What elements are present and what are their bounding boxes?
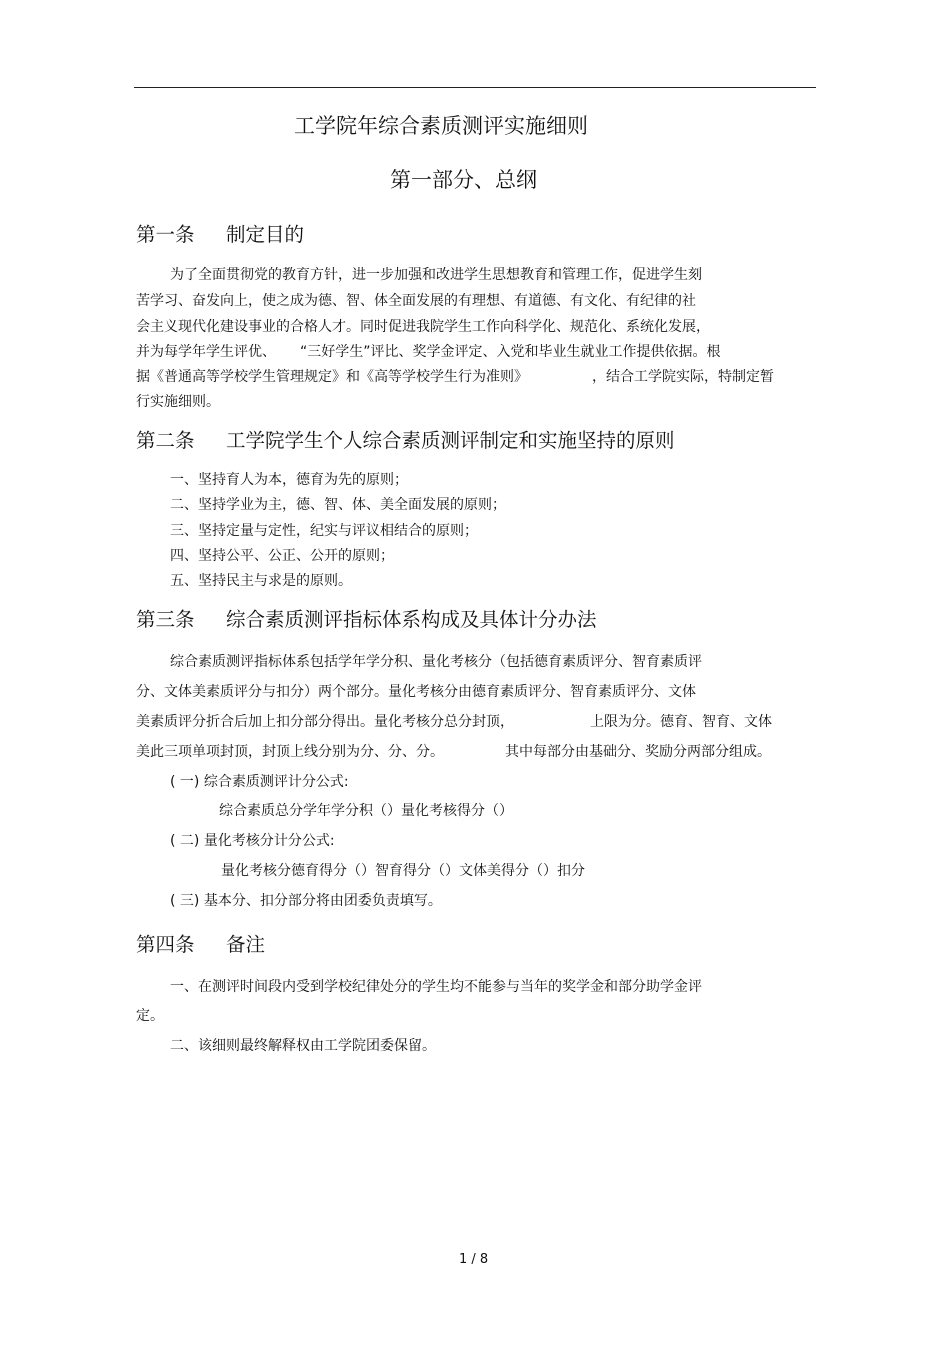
article1-number: 第一条	[136, 223, 195, 246]
sub2-formula: 量化考核分德育得分（）智育得分（）文体美得分（）扣分	[221, 863, 585, 879]
sub3-label: ( 三) 基本分、扣分部分将由团委负责填写。	[170, 893, 442, 909]
article1-line: 会主义现代化建设事业的合格人才。同时促进我院学生工作向科学化、规范化、系统化发展，	[136, 319, 710, 335]
article1-line: 为了全面贯彻党的教育方针，进一步加强和改进学生思想教育和管理工作，促进学生刻	[170, 267, 702, 283]
part-title: 第一部分、总纲	[390, 168, 537, 192]
page-number: 1 / 8	[459, 1252, 489, 1267]
header-rule	[134, 87, 816, 88]
article4-line: 定。	[136, 1008, 164, 1024]
principle-item: 五、坚持民主与求是的原则。	[170, 573, 352, 589]
principle-item: 四、坚持公平、公正、公开的原则；	[170, 548, 394, 564]
principle-item: 三、坚持定量与定性，纪实与评议相结合的原则；	[170, 523, 478, 539]
article4-line: 一、在测评时间段内受到学校纪律处分的学生均不能参与当年的奖学金和部分助学金评	[170, 979, 702, 995]
article3-line: 综合素质测评指标体系包括学年学分积、量化考核分（包括德育素质评分、智育素质评	[170, 654, 702, 670]
article3-line: 美此三项单项封顶，封顶上线分别为分、分、分。	[136, 744, 444, 760]
article2-number: 第二条	[136, 429, 195, 452]
principle-item: 一、坚持育人为本，德育为先的原则；	[170, 472, 408, 488]
article4-heading: 备注	[226, 933, 266, 956]
article2-heading: 工学院学生个人综合素质测评制定和实施坚持的原则	[226, 429, 675, 452]
article3-number: 第三条	[136, 608, 195, 631]
article1-heading: 制定目的	[226, 223, 305, 246]
article1-line: 苦学习、奋发向上，使之成为德、智、体全面发展的有理想、有道德、有文化、有纪律的社	[136, 293, 696, 309]
article1-line: 据《普通高等学校学生管理规定》和《高等学校学生行为准则》	[136, 369, 528, 385]
article1-line: “三好学生”评比、奖学金评定、入党和毕业生就业工作提供依据。根	[300, 344, 721, 360]
article3-heading: 综合素质测评指标体系构成及具体计分办法	[226, 608, 597, 631]
article3-line: 分、文体美素质评分与扣分）两个部分。量化考核分由德育素质评分、智育素质评分、文体	[136, 684, 696, 700]
article1-line: 并为每学年学生评优、	[136, 344, 276, 360]
article3-line: 上限为分。德育、智育、文体	[590, 714, 772, 730]
article3-line: 美素质评分折合后加上扣分部分得出。量化考核分总分封顶，	[136, 714, 514, 730]
sub1-formula: 综合素质总分学年学分积（）量化考核得分（）	[219, 803, 513, 819]
sub2-label: ( 二) 量化考核分计分公式:	[170, 833, 335, 849]
article4-line: 二、该细则最终解释权由工学院团委保留。	[170, 1038, 436, 1054]
principle-item: 二、坚持学业为主，德、智、体、美全面发展的原则；	[170, 497, 506, 513]
article3-line: 其中每部分由基础分、奖励分两部分组成。	[505, 744, 771, 760]
document-title: 工学院年综合素质测评实施细则	[294, 114, 588, 138]
article1-line: 行实施细则。	[136, 394, 220, 410]
article1-line: ，结合工学院实际，特制定暂	[592, 369, 774, 385]
sub1-label: ( 一) 综合素质测评计分公式:	[170, 774, 349, 790]
article4-number: 第四条	[136, 933, 195, 956]
